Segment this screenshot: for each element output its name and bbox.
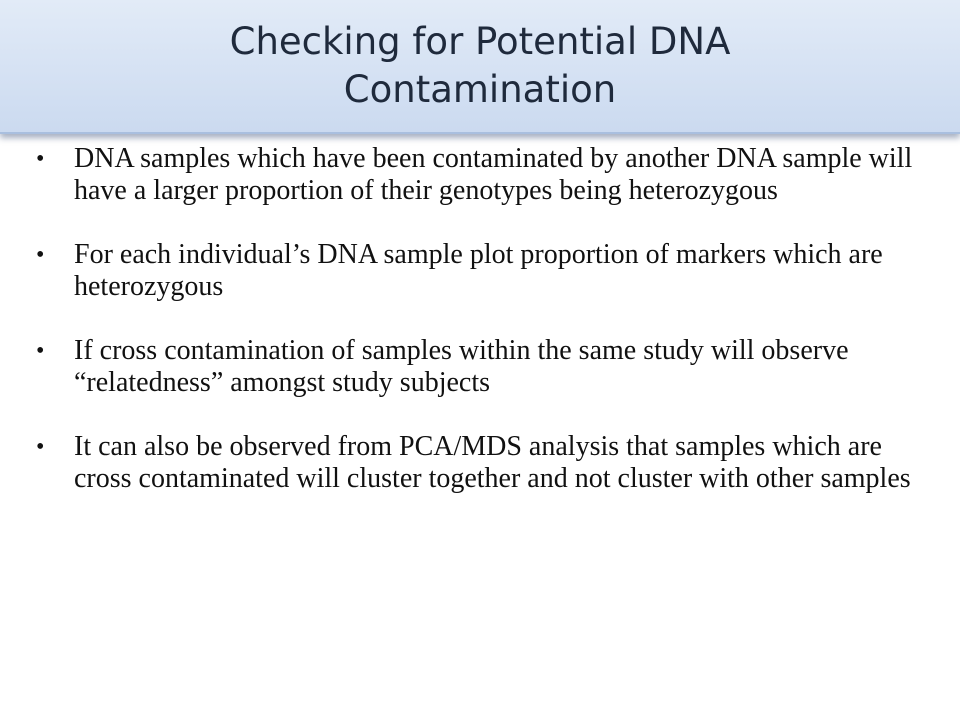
bullet-dot-icon: • — [36, 434, 45, 460]
bullet-text: It can also be observed from PCA/MDS analysis that samples which are cross contaminated will cluster together and not cluster with other samples — [74, 431, 911, 494]
bullet-item — [36, 335, 928, 399]
bullet-item — [36, 143, 928, 207]
bullet-list — [36, 143, 928, 527]
title-bar — [0, 0, 960, 134]
slide-title: Checking for Potential DNA Contamination — [229, 19, 731, 111]
bullet-text: For each individual’s DNA sample plot proportion of markers which are heterozygous — [74, 239, 883, 302]
bullet-dot-icon: • — [36, 146, 45, 172]
bullet-dot-icon: • — [36, 242, 45, 268]
bullet-item — [36, 431, 928, 495]
bullet-text: DNA samples which have been contaminated by another DNA sample will have a larger proportion of their genotypes being heterozygous — [74, 143, 913, 206]
bullet-item — [36, 239, 928, 303]
bullet-text: If cross contamination of samples within the same study will observe “relatedness” amongst study subjects — [74, 335, 849, 398]
bullet-dot-icon: • — [36, 338, 45, 364]
